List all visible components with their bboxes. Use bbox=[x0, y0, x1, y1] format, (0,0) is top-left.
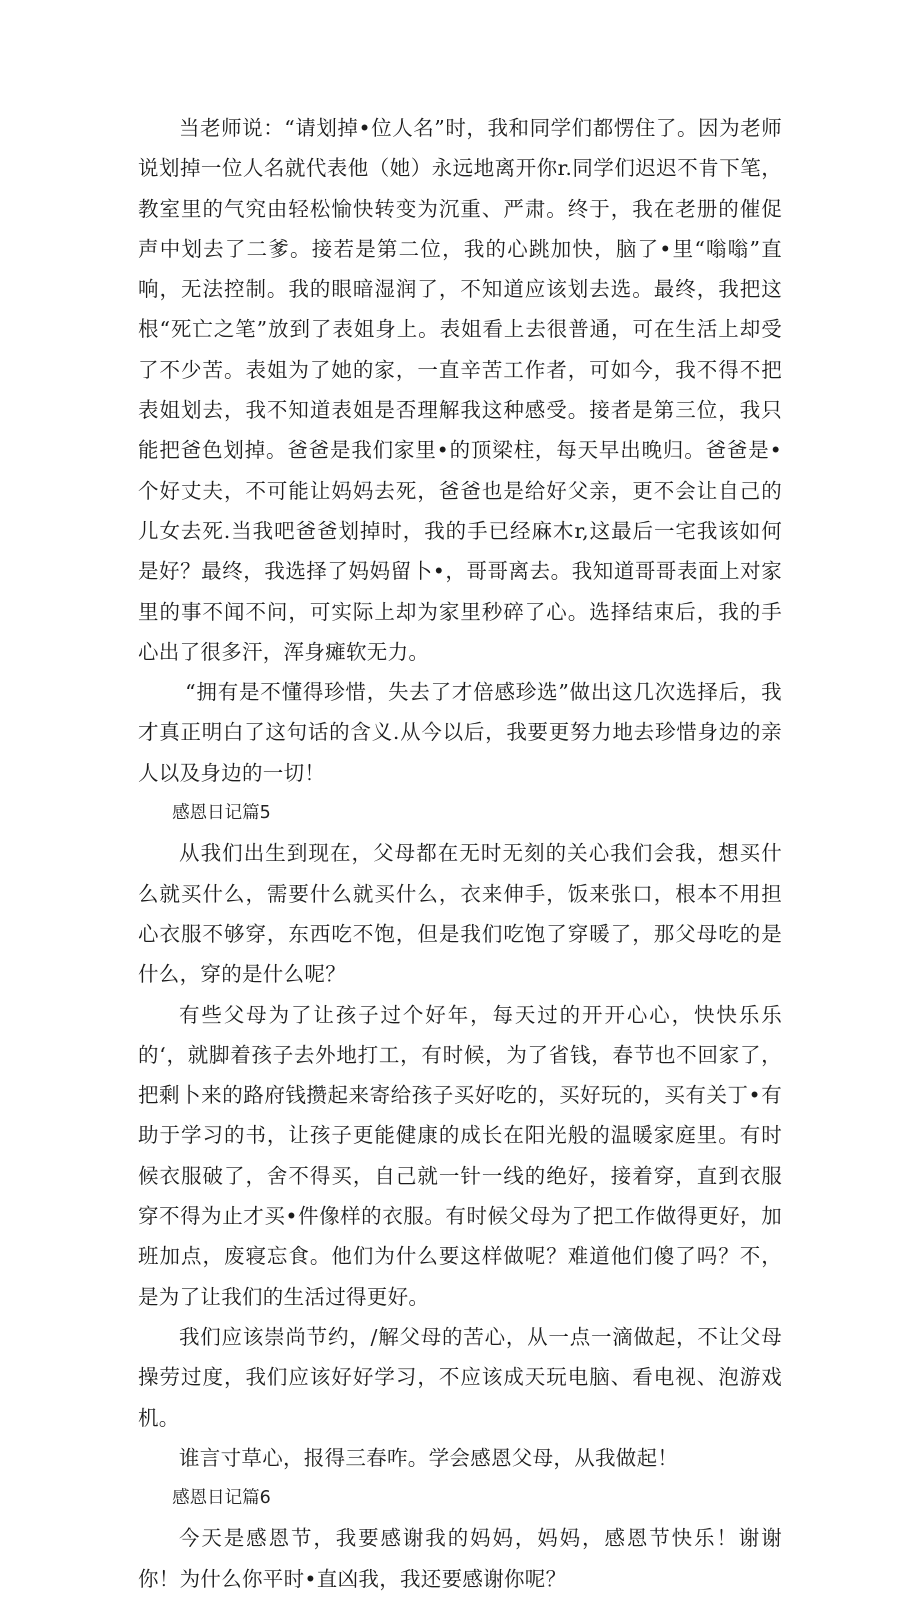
document-body bbox=[138, 108, 782, 1599]
section-heading-6: 感恩日记篇6 bbox=[172, 1488, 271, 1509]
paragraph-story-choices: 当老师说：“请划掉•位人名”时，我和同学们都愣住了。因为老师说划掉一位人名就代表他（她）永远地离开你r.同学们迟迟不肯下笔，教室里的气究由轻松愉快转变为沉重、严肃。终于，我在老册的催促声中划去了二爹。接若是第二位，我的心跳加快，脑了•里“嗡嗡”直响，无法控制。我的眼暗湿润了，不知道应该划去选。最终，我把这根“死亡之笔”放到了表姐身上。表姐看上去很普通，可在生活上却受了不少苦。表姐为了她的家，一直辛苦工作者，可如今，我不得不把表姐划去，我不知道表姐是否理解我这种感受。接者是第三位，我只能把爸色划掉。爸爸是我们家里•的顶梁柱，每天早出晚归。爸爸是•个好丈夫，不可能让妈妈去死，爸爸也是给好父亲，更不会让自己的儿女去死.当我吧爸爸划掉时，我的手已经麻木r,这最后一宅我该如何是好？最终，我选择了妈妈留卜•，哥哥离去。我知道哥哥表面上对家里的事不闻不问，可实际上却为家里秒碎了心。选择结束后，我的手心出了很多汗，浑身瘫软无力。 bbox=[138, 116, 782, 664]
paragraph-thrift: 我们应该崇尚节约，/解父母的苦心，从一点一滴做起，不让父母操劳过度，我们应该好好学习，不应该成天玩电脑、看电视、泡游戏机。 bbox=[138, 1324, 782, 1430]
section-heading-5: 感恩日记篇5 bbox=[172, 803, 271, 824]
paragraph-quote-cherish: “拥有是不懂得珍惜，失去了才倍感珍选”做出这几次选择后，我才真正明白了这句话的含义.从今以后，我要更努力地去珍惜身边的亲人以及身边的一切！ bbox=[138, 680, 782, 785]
paragraph-parents-sacrifice: 有些父母为了让孩子过个好年，每天过的开开心心，快快乐乐的‘，就脚着孩子去外地打工，有时候，为了省钱，春节也不回家了，把剩卜来的路府钱攒起来寄给孩子买好吃的，买好玩的，买有关丁•有助于学习的书，让孩子更能健康的成长在阳光般的温暖家庭里。有时候衣服破了，舍不得买，自己就一针一线的绝好，接着穿，直到衣服穿不得为止才买•件像样的衣服。有时候父母为了把工作做得更好，加班加点，废寝忘食。他们为什么要这样做呢？难道他们傻了吗？不，是为了让我们的生活过得更好。 bbox=[138, 1002, 782, 1309]
paragraph-gratitude-motto: 谁言寸草心，报得三春咋。学会感恩父母，从我做起！ bbox=[179, 1445, 679, 1470]
paragraph-parents-care: 从我们出生到现在，父母都在无时无刻的关心我们会我，想买什么就买什么，需要什么就买什么，衣来伸手，饭来张口，根本不用担心衣服不够穿，东西吃不饱，但是我们吃饱了穿暖了，那父母吃的是什么，穿的是什么呢？ bbox=[138, 841, 782, 987]
paragraph-thanksgiving-mom: 今天是感恩节，我要感谢我的妈妈，妈妈，感恩节快乐！谢谢你！为什么你平时•直凶我，我还要感谢你呢？ bbox=[138, 1526, 782, 1591]
